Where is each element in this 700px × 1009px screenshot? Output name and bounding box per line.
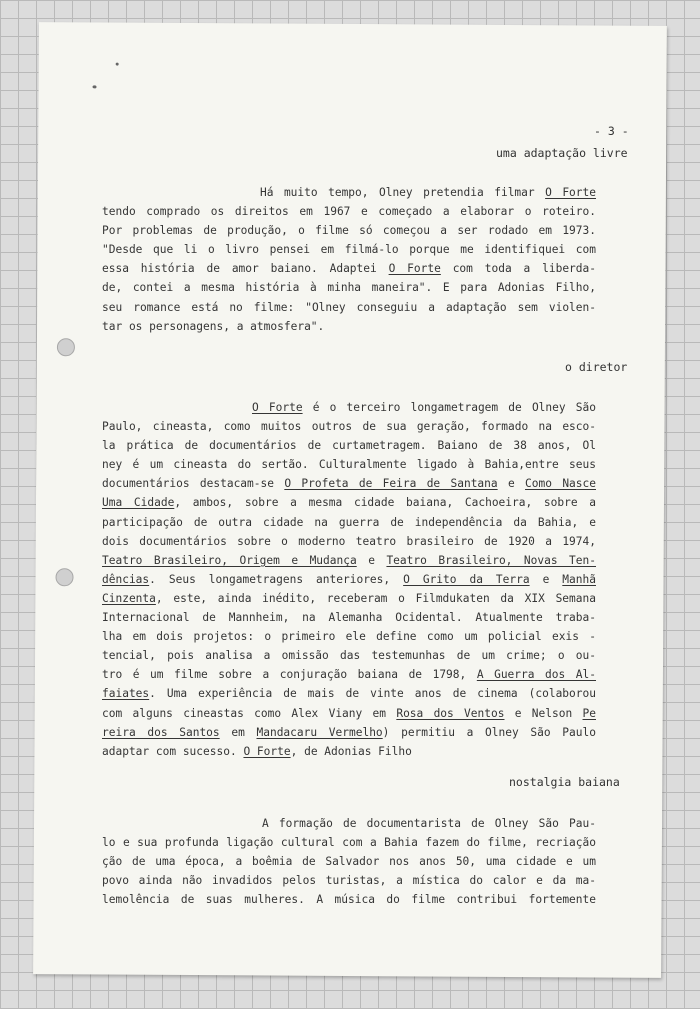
text-line	[102, 455, 596, 474]
text-run: lo e sua profunda ligação cultural com a Bahia fazem do filme, recriação	[102, 836, 596, 850]
text-line	[102, 221, 596, 240]
text-run: tencial, pois analisa a omissão das testemunhas de um crime; o ou-	[102, 649, 596, 663]
underlined-title: Uma Cidade	[102, 496, 175, 510]
text-run: participação de outra cidade na guerra de independência da Bahia, e	[102, 515, 596, 529]
text-line	[102, 684, 596, 703]
text-run: documentários destacam-se	[102, 477, 285, 491]
underlined-title: Mandacaru Vermelho	[256, 725, 383, 739]
text-run: Paulo, cineasta, como muitos outros de sua geração, formado na esco-	[102, 420, 596, 434]
text-line	[102, 513, 596, 532]
text-run: ção de uma época, a boêmia de Salvador nos anos 50, uma cidade e um	[102, 855, 596, 869]
text-line	[102, 627, 596, 646]
text-line	[102, 833, 596, 852]
text-line	[102, 704, 596, 723]
underlined-title: faiates	[102, 687, 150, 701]
text-line	[102, 589, 596, 608]
paragraph-nostalgia	[102, 814, 596, 909]
underlined-title: Como Nasce	[525, 477, 596, 491]
text-line	[102, 278, 596, 297]
punch-hole	[55, 568, 73, 586]
text-line	[102, 742, 596, 761]
text-run: povo ainda não invadidos pelos turistas, a mística do calor e da ma-	[102, 874, 596, 888]
underlined-title: Manhã	[562, 572, 596, 586]
page-number: - 3 -	[594, 124, 629, 138]
paper-speck	[116, 63, 119, 66]
underlined-title: reira dos Santos	[102, 725, 220, 739]
underlined-title: O Forte	[252, 401, 303, 414]
heading-nostalgia: nostalgia baiana	[509, 775, 620, 789]
underlined-title: Teatro Brasileiro, Origem e Mudança	[102, 553, 357, 567]
paragraph-adaptation	[102, 183, 596, 336]
text-line	[102, 852, 596, 871]
text-run: Internacional de Mannheim, na Alemanha Ocidental. Atualmente traba-	[102, 611, 596, 625]
text-run: em	[219, 725, 257, 739]
text-run: Há muito tempo, Olney pretendia filmar	[260, 186, 546, 199]
text-line	[102, 608, 596, 627]
underlined-title: Cinzenta	[102, 591, 156, 605]
text-run: , de Adonias Filho	[290, 744, 412, 758]
punch-hole	[57, 338, 75, 356]
text-line	[102, 417, 596, 436]
heading-director: o diretor	[565, 360, 628, 374]
text-run: la prática de documentários de curtametragem. Baiano de 38 anos, Ol	[102, 439, 596, 453]
text-line	[102, 398, 596, 417]
text-run: , este, ainda inédito, receberam o Filmdukaten da XIX Semana	[155, 591, 596, 605]
text-run: . Seus longametragens anteriores,	[149, 572, 404, 586]
underlined-title: Rosa dos Ventos	[396, 706, 505, 720]
underlined-title: dências	[102, 572, 150, 586]
underlined-title: A Guerra dos Al-	[476, 668, 596, 682]
heading-adaptation: uma adaptação livre	[496, 146, 628, 160]
text-run: e Nelson	[504, 706, 583, 720]
text-line	[102, 814, 596, 833]
text-line	[102, 317, 596, 336]
text-line	[102, 183, 596, 202]
text-run: ) permitiu a Olney São Paulo	[382, 725, 596, 739]
text-run: . Uma experiência de mais de vinte anos de cinema (colaborou	[149, 687, 596, 701]
text-run: tar os personagens, a atmosfera".	[102, 319, 325, 333]
text-run: "Desde que li o livro pensei em filmá-lo porque me identifiquei com	[102, 243, 596, 257]
text-line	[102, 665, 596, 684]
paper-speck	[93, 85, 97, 88]
underlined-title: O Forte	[545, 186, 596, 199]
text-run: , ambos, sobre a mesma cidade baiana, Cachoeira, sobre a	[174, 496, 597, 510]
text-line	[102, 646, 596, 665]
text-run: dois documentários sobre o moderno teatro brasileiro de 1920 a 1974,	[102, 534, 596, 548]
underlined-title: O Profeta de Feira de Santana	[284, 477, 498, 491]
text-run: com toda a liberda-	[440, 262, 596, 276]
underlined-title: Teatro Brasileiro, Novas Ten-	[386, 553, 596, 567]
text-run: com alguns cineastas como Alex Viany em	[102, 706, 397, 720]
text-line	[102, 298, 596, 317]
text-run: ney é um cineasta do sertão. Culturalmente ligado à Bahia,entre seus	[102, 458, 596, 472]
underlined-title: O Forte	[243, 744, 291, 758]
text-run: de, contei a mesma história à minha maneira". E para Adonias Filho,	[102, 281, 596, 295]
text-line	[102, 723, 596, 742]
text-line	[102, 890, 596, 909]
underlined-title: O Grito da Terra	[403, 572, 530, 586]
text-run: lemolência de suas mulheres. A música do filme contribui fortemente	[102, 893, 596, 907]
text-line	[102, 240, 596, 259]
text-run: e	[497, 477, 526, 491]
text-line	[102, 871, 596, 890]
text-run: seu romance está no filme: "Olney conseguiu a adaptação sem violen-	[102, 300, 596, 314]
text-run: e	[529, 572, 563, 586]
text-run: e	[356, 553, 387, 567]
text-line	[102, 474, 596, 493]
text-line	[102, 259, 596, 278]
text-line	[102, 493, 596, 512]
text-line	[102, 551, 596, 570]
text-run: lha em dois projetos: o primeiro ele define como um policial exis -	[102, 630, 596, 644]
text-run: essa história de amor baiano. Adaptei	[102, 262, 389, 276]
text-run: é o terceiro longametragem de Olney São	[302, 401, 596, 414]
text-run: A formação de documentarista de Olney São Pau-	[262, 817, 596, 830]
text-run: adaptar com sucesso.	[102, 744, 244, 758]
text-line	[102, 202, 596, 221]
underlined-title: O Forte	[388, 262, 441, 276]
text-line	[102, 436, 596, 455]
text-run: Por problemas de produção, o filme só começou a ser rodado em 1973.	[102, 224, 596, 238]
text-line	[102, 570, 596, 589]
text-run: tendo comprado os direitos em 1967 e começado a elaborar o roteiro.	[102, 205, 596, 219]
text-run: tro é um filme sobre a conjuração baiana de 1798,	[102, 668, 477, 682]
underlined-title: Pe	[582, 706, 596, 720]
paragraph-director	[102, 398, 596, 761]
text-line	[102, 532, 596, 551]
